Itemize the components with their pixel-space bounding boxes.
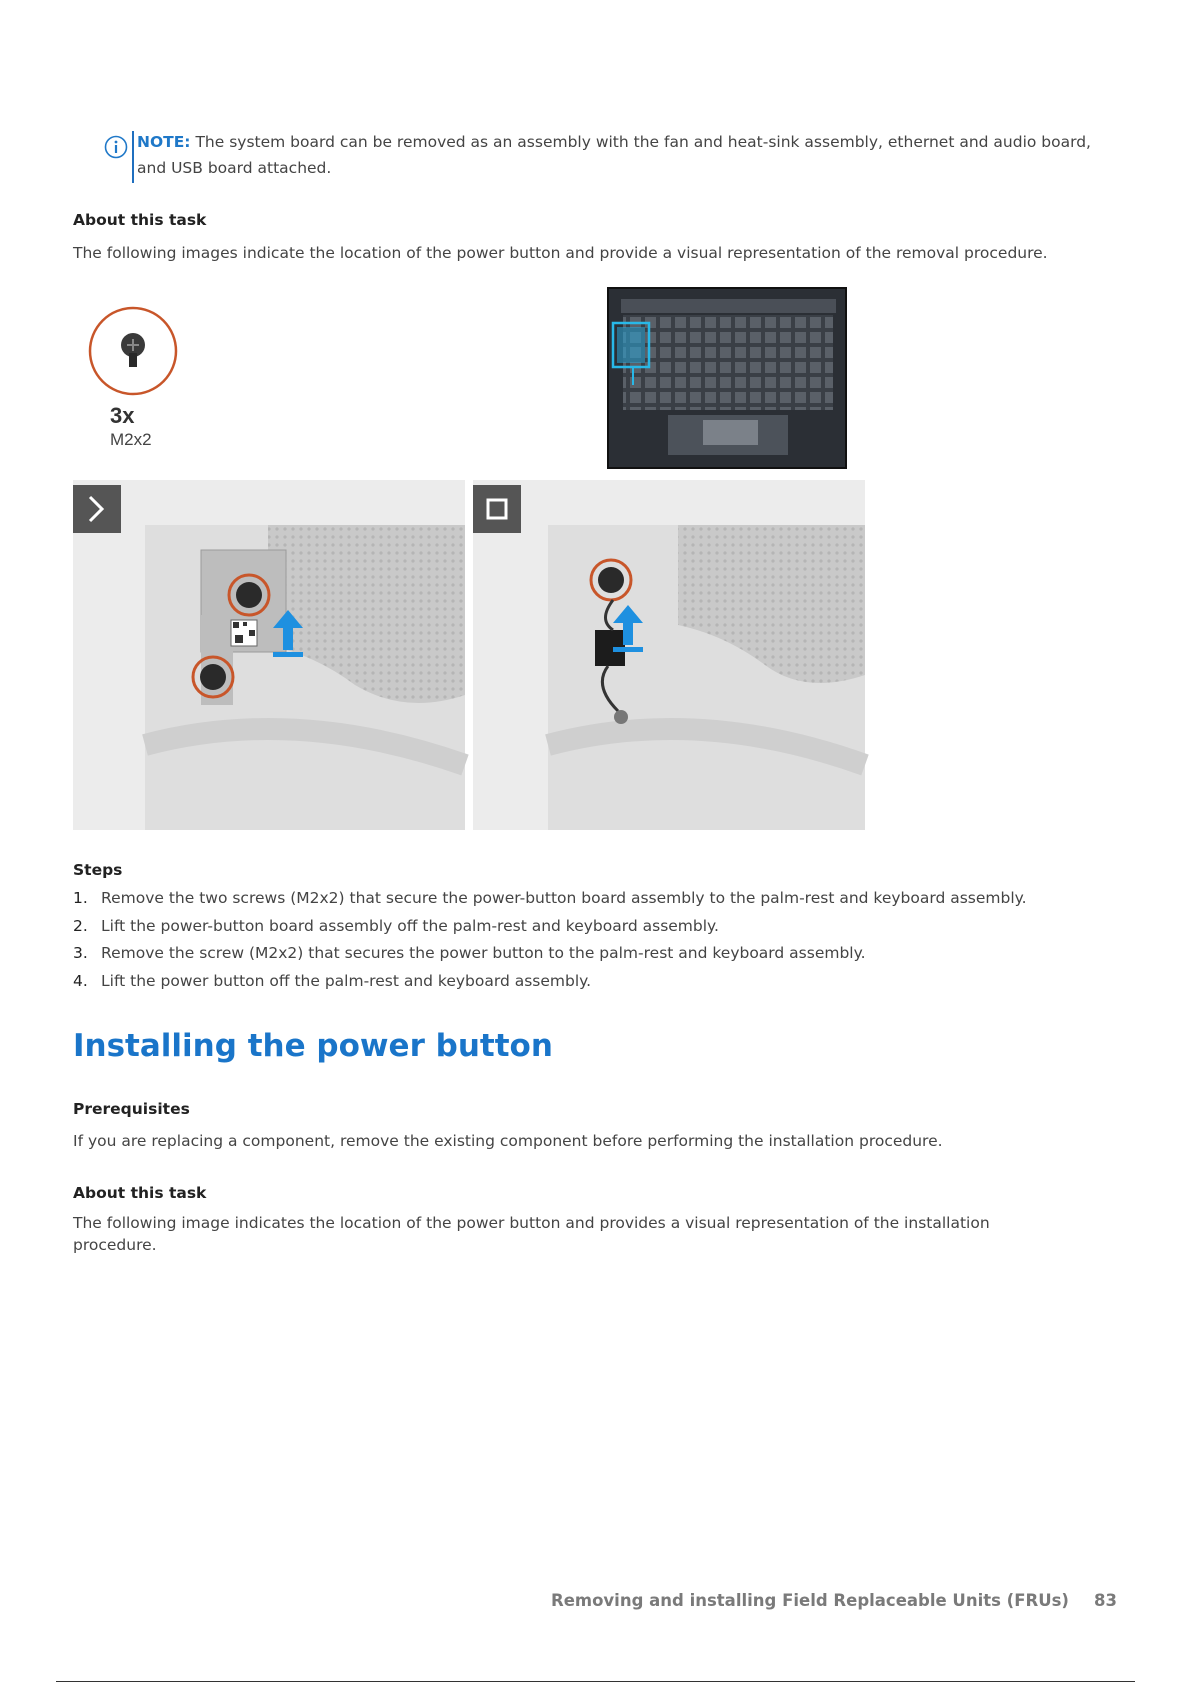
note xyxy=(137,129,1097,181)
step-number: 1. xyxy=(73,889,88,907)
step-image-1 xyxy=(73,480,465,830)
page-number: 83 xyxy=(1094,1591,1117,1610)
prerequisites-heading: Prerequisites xyxy=(73,1100,190,1118)
about-task-heading: About this task xyxy=(73,211,207,229)
note-bar xyxy=(132,131,134,183)
info-icon xyxy=(104,135,128,159)
screw-count: 3x xyxy=(110,403,135,428)
list-item xyxy=(73,940,1123,968)
screw-callout xyxy=(90,308,176,394)
footer-section-title: Removing and installing Field Replaceable Units (FRUs) xyxy=(551,1591,1069,1610)
list-item xyxy=(73,885,1123,913)
step-text: Lift the power button off the palm-rest and keyboard assembly. xyxy=(101,971,592,990)
screw-type: M2x2 xyxy=(110,430,152,449)
step-text: Remove the screw (M2x2) that secures the power button to the palm-rest and keyboard assembly. xyxy=(101,944,866,962)
about-task-text: The following images indicate the location of the power button and provide a visual representation of the removal procedure. xyxy=(73,244,1048,262)
install-about-text: The following image indicates the location of the power button and provides a visual representation of the installation procedure. xyxy=(73,1214,990,1254)
install-about-heading: About this task xyxy=(73,1184,207,1202)
list-item xyxy=(73,913,1123,941)
prerequisites-text: If you are replacing a component, remove the existing component before performing the installation procedure. xyxy=(73,1132,943,1150)
footer-rule xyxy=(56,1681,1135,1682)
removal-figure xyxy=(73,285,873,830)
step-number: 4. xyxy=(73,971,88,990)
step-number: 2. xyxy=(73,916,88,935)
step-text: Lift the power-button board assembly off the palm-rest and keyboard assembly. xyxy=(101,916,719,935)
section-title: Installing the power button xyxy=(73,1028,553,1064)
list-item xyxy=(73,968,1123,996)
steps-list xyxy=(73,885,1123,995)
note-label: NOTE: xyxy=(137,133,191,151)
note-text: The system board can be removed as an assembly with the fan and heat-sink assembly, ethernet and audio board, and USB board attached. xyxy=(137,133,1091,177)
steps-heading: Steps xyxy=(73,861,123,879)
step-text: Remove the two screws (M2x2) that secure the power-button board assembly to the palm-rest and keyboard assembly. xyxy=(101,889,1027,907)
step-image-2 xyxy=(473,480,865,830)
overview-image xyxy=(608,288,846,468)
step-number: 3. xyxy=(73,944,88,962)
